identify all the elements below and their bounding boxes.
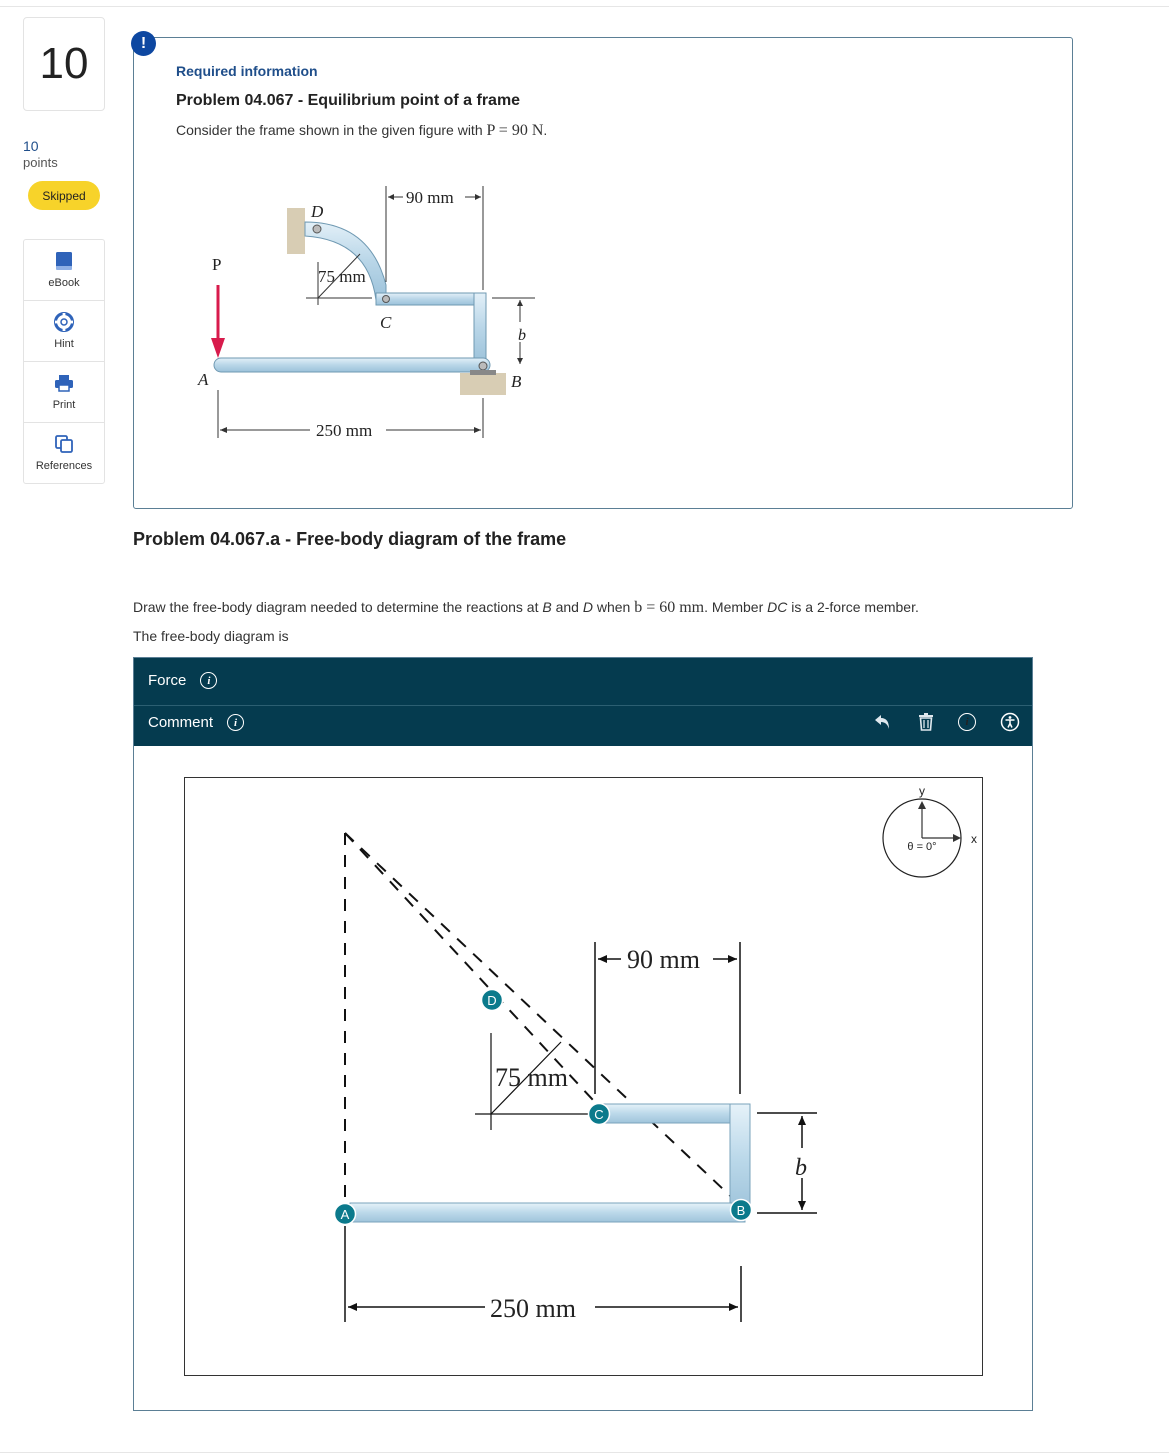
label-b: B (511, 372, 522, 391)
fbd-member-ab (350, 1203, 745, 1222)
fbd-drawing (185, 778, 982, 1375)
frame-figure (190, 180, 550, 445)
hint-button[interactable] (24, 301, 104, 362)
member-dc (305, 222, 386, 300)
fbd-canvas[interactable] (184, 777, 983, 1376)
desc-math: P = 90 N (486, 122, 544, 139)
node-d[interactable] (482, 990, 503, 1011)
dim-75-text: 75 mm (318, 267, 366, 286)
fbd-dim-250-text: 250 mm (490, 1294, 576, 1323)
label-d: D (311, 202, 324, 221)
dashed-diagonal (345, 833, 741, 1206)
instr-part-1: Draw the free-body diagram needed to determine the reactions at (133, 599, 543, 615)
references-button[interactable] (24, 423, 104, 483)
dim-250-text: 250 mm (316, 421, 373, 440)
print-button[interactable] (24, 362, 104, 423)
problem-title: Problem 04.067 - Equilibrium point of a frame (176, 92, 521, 109)
instr-part-2: and (551, 599, 583, 615)
top-divider (0, 6, 1169, 7)
dial-theta: θ = 0° (907, 841, 937, 853)
trash-icon (918, 713, 934, 731)
pin-d (313, 225, 321, 233)
label-c: C (380, 313, 392, 332)
question-number: 10 (23, 17, 105, 111)
undo-button[interactable] (872, 711, 894, 733)
print-label: Print (52, 399, 76, 411)
status-badge: Skipped (28, 181, 100, 210)
problem-description (176, 122, 547, 140)
undo-icon (874, 714, 892, 730)
dial-x-label: x (971, 832, 977, 846)
book-icon (54, 251, 74, 271)
printer-icon (54, 373, 74, 393)
fbd-label-b: b (795, 1155, 807, 1181)
tools-panel (23, 239, 105, 484)
info-button[interactable] (956, 711, 978, 733)
instructions (133, 599, 1053, 617)
member-upper (376, 293, 484, 305)
fbd-toolbar (134, 658, 1032, 746)
fbd-dim90-head-right (728, 955, 737, 963)
force-tool-button[interactable] (148, 672, 217, 689)
instr-part-4: . Member (704, 599, 768, 615)
force-info-icon[interactable]: i (200, 672, 217, 689)
accessibility-icon (1000, 712, 1020, 732)
ground-support (460, 373, 506, 395)
comment-info-icon[interactable]: i (227, 714, 244, 731)
bottom-divider (0, 1452, 1169, 1453)
force-label: Force (148, 672, 187, 689)
copy-icon (54, 434, 74, 454)
pin-b (479, 362, 487, 370)
delete-button[interactable] (915, 711, 937, 733)
dim250-head-right (474, 427, 481, 433)
node-b-label: B (736, 1203, 746, 1218)
support-base (470, 370, 496, 375)
comment-label: Comment (148, 714, 214, 731)
wall-support (287, 208, 305, 254)
fbd-tool (133, 657, 1033, 1411)
dim90-head-right (475, 194, 481, 200)
instr-d: D (582, 599, 593, 615)
fbd-dim250-head-right (729, 1303, 738, 1311)
accessibility-button[interactable] (999, 711, 1021, 733)
instr-math: b = 60 mm (634, 599, 705, 616)
orientation-dial[interactable] (883, 784, 977, 877)
fbd-dim90-head-left (598, 955, 607, 963)
dial-y-label: y (919, 784, 925, 798)
ebook-button[interactable] (24, 240, 104, 301)
dimb-head-bottom (517, 358, 523, 364)
dim-90-text: 90 mm (406, 188, 454, 207)
node-d-label: D (487, 993, 497, 1008)
node-c-label: C (594, 1107, 604, 1122)
fbd-member-upper (600, 1104, 750, 1123)
lifebuoy-icon (54, 312, 74, 332)
label-a: A (198, 370, 209, 389)
desc-suffix: . (543, 122, 548, 138)
points-value: 10 (23, 138, 39, 154)
fbd-dim250-head-left (348, 1303, 357, 1311)
info-icon: i (958, 713, 976, 731)
node-b[interactable] (731, 1200, 752, 1221)
alert-icon: ! (131, 31, 156, 56)
instructions-line-2: The free-body diagram is (133, 628, 289, 644)
node-c[interactable] (589, 1104, 610, 1125)
member-vertical (474, 293, 486, 363)
pin-c (383, 296, 390, 303)
instr-part-5: is a 2-force member. (787, 599, 919, 615)
hint-label: Hint (54, 338, 74, 350)
fbd-dim-90-text: 90 mm (627, 945, 700, 974)
force-p-arrow (211, 338, 225, 358)
fbd-member-vertical (730, 1104, 750, 1210)
instr-b: B (542, 599, 552, 615)
instr-part-3: when (592, 599, 635, 615)
member-ab (214, 358, 490, 372)
fbd-dim-75-text: 75 mm (495, 1063, 568, 1092)
label-p: P (212, 255, 222, 274)
dimb-head-top (517, 300, 523, 306)
label-b-dim: b (518, 327, 526, 344)
desc-prefix: Consider the frame shown in the given figure with (176, 122, 487, 138)
instr-dc: DC (767, 599, 788, 615)
subproblem-title: Problem 04.067.a - Free-body diagram of the frame (133, 529, 567, 549)
comment-tool-button[interactable] (148, 714, 244, 731)
points-label: points (23, 155, 58, 170)
node-a-label: A (340, 1207, 350, 1222)
references-label: References (35, 460, 93, 472)
node-a[interactable] (335, 1204, 356, 1225)
required-heading: Required information (176, 63, 318, 79)
fbd-dimb-head-bottom (798, 1201, 806, 1210)
ebook-label: eBook (48, 277, 80, 289)
dim250-head-left (220, 427, 227, 433)
toolbar-separator (134, 705, 1032, 706)
fbd-dimb-head-top (798, 1116, 806, 1125)
dim90-head-left (388, 194, 394, 200)
